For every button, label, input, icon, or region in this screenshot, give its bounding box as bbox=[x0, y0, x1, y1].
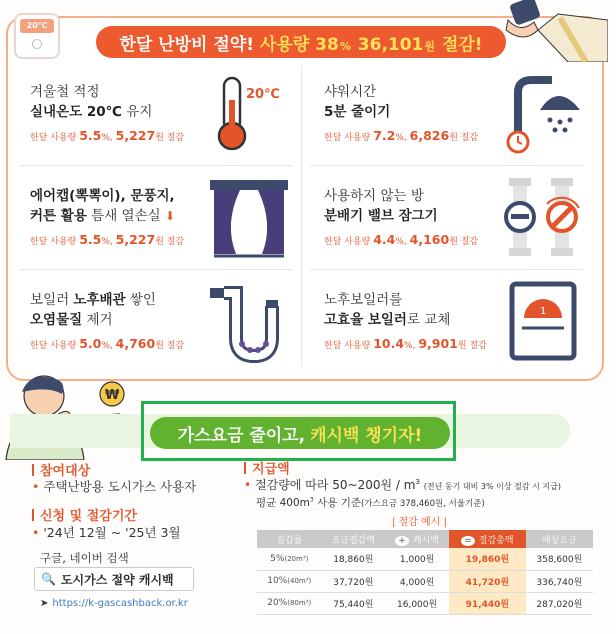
table-row: 20%(80m³) 75,440원 16,000원 91,440원 287,020원 bbox=[257, 592, 593, 614]
target-item: • 주택난방용 도시가스 사용자 bbox=[32, 479, 197, 494]
website-link: ➤ https://k-gascashback.or.kr bbox=[40, 598, 188, 609]
promo-pill: 가스요금 줄이고, 캐시백 챙기자! bbox=[150, 417, 450, 449]
saving-text: 한달 사용량 7.2%, 6,826원 절감 bbox=[324, 128, 479, 143]
search-icon: 🔍 bbox=[41, 572, 56, 586]
svg-text:₩: ₩ bbox=[105, 388, 120, 403]
table-row: 10%(40m³) 37,720원 4,000원 41,720원 336,740원 bbox=[257, 570, 593, 592]
period-title: 신청 및 절감기간 bbox=[32, 505, 137, 524]
tip-pipe-cleaning: 보일러 노후배관 쌓인 오염물질 제거 한달 사용량 5.0%, 4,760원 절감 bbox=[14, 270, 306, 370]
pay-item: • 절감량에 따라 50~200원 / $m^3$ (전년 동기 대비 3% 이상 절감 시 지급) bbox=[244, 478, 561, 492]
saving-text: 한달 사용량 5.5%, 5,227원 절감 bbox=[30, 128, 185, 143]
basis-text: 평균 $400m^3$ 사용 기준(가스요금 378,460원, 서울기준) bbox=[256, 496, 485, 509]
period-item: • '24년 12월 ~ '25년 3월 bbox=[32, 525, 181, 540]
search-input: 🔍 도시가스 절약 캐시백 bbox=[34, 567, 194, 591]
down-arrow-icon: ⬇ bbox=[164, 209, 176, 223]
tip-boiler-replace: 노후보일러를 고효율 보일러로 교체 한달 사용량 10.4%, 9,901원 절감 1 bbox=[308, 270, 600, 370]
tip-curtain: 에어캡(뽁뽁이), 문풍지, 커튼 활용 틈새 열손실 ⬇ 한달 사용량 5.5%, 5,227원 절감 bbox=[14, 166, 306, 266]
highlight-frame bbox=[141, 401, 456, 461]
banner-title: 한달 난방비 절약! 사용량 38% 36,101원 절감! bbox=[96, 26, 506, 58]
saving-text: 한달 사용량 10.4%, 9,901원 절감 bbox=[324, 336, 487, 351]
table-row: 5%(20m³) 18,860원 1,000원 19,860원 358,600원 bbox=[257, 548, 593, 570]
search-hint: 구글, 네이버 검색 bbox=[40, 551, 129, 565]
svg-text:1: 1 bbox=[540, 306, 547, 317]
tips-grid bbox=[14, 62, 600, 374]
thermostat-icon bbox=[14, 13, 60, 59]
thermometer-icon bbox=[206, 70, 292, 156]
savings-example-table: 절감률 요금절감액 + 캐시백 = 절감총액 예상요금 5%(20m³) 18,860원 1,000원 19,860원 358,600원 10%(40m³) 37,720원 4,000원 41,720원 336,740원 20%(80m³) 75,440원 16,000원 91,440원 287,020원 bbox=[257, 530, 593, 615]
thermostat-display: 20℃ bbox=[20, 19, 54, 33]
tip-valve: 사용하지 않는 방 분배기 밸브 잠그기 한달 사용량 4.4%, 4,160원 절감 bbox=[308, 166, 600, 266]
boiler-icon bbox=[500, 278, 586, 364]
valve-icon bbox=[498, 174, 594, 260]
example-title: | 절감 예시 | bbox=[392, 517, 447, 528]
pipe-icon bbox=[206, 278, 292, 364]
tip-shower-time: 샤워시간 5분 줄이기 한달 사용량 7.2%, 6,826원 절감 bbox=[308, 62, 600, 162]
target-title: 참여대상 bbox=[32, 460, 90, 479]
cursor-icon: ➤ bbox=[40, 598, 49, 609]
pay-title: 지급액 bbox=[244, 458, 290, 477]
saving-text: 한달 사용량 5.5%, 5,227원 절감 bbox=[30, 232, 185, 247]
curtain-icon bbox=[206, 174, 292, 260]
saving-text: 한달 사용량 4.4%, 4,160원 절감 bbox=[324, 232, 479, 247]
tip-indoor-temp: 겨울철 적정 실내온도 20℃ 유지 한달 사용량 5.5%, 5,227원 절감 20℃ bbox=[14, 62, 306, 162]
hand-phone-icon bbox=[498, 0, 608, 62]
shower-icon bbox=[500, 70, 586, 156]
svg-text:20℃: 20℃ bbox=[246, 87, 280, 102]
saving-text: 한달 사용량 5.0%, 4,760원 절감 bbox=[30, 336, 185, 351]
